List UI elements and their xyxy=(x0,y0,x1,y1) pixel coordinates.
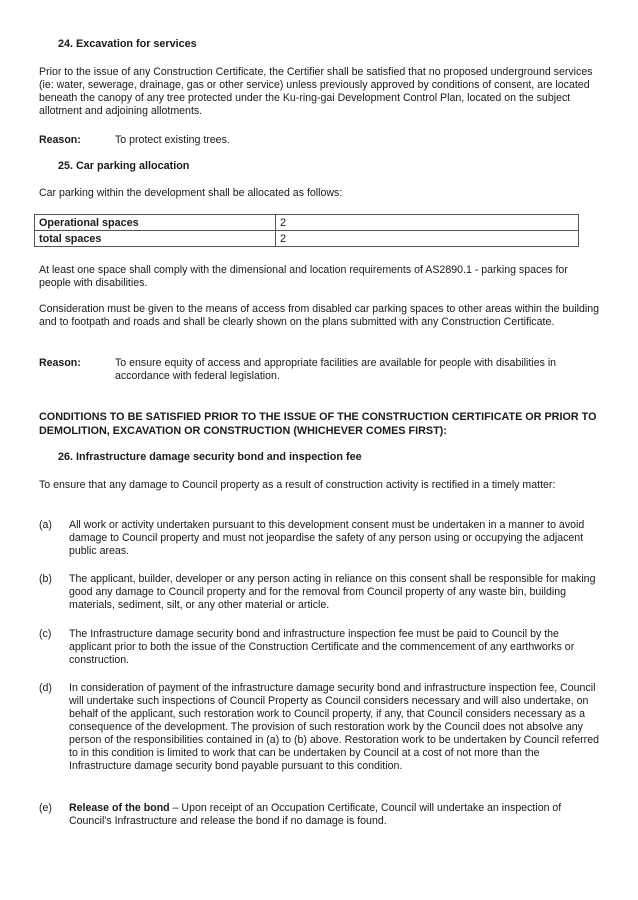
item-marker: (e) xyxy=(39,802,52,814)
item-marker: (a) xyxy=(39,519,52,531)
item-marker: (b) xyxy=(39,573,52,585)
item-text: The applicant, builder, developer or any person acting in reliance on this consent shall be responsible for making good any damage to Council property and for the removal from Council property of any waste bin, building materials, sediment, silt, or any other material or article. xyxy=(69,573,596,611)
section-24-heading: 24. Excavation for services xyxy=(58,38,197,50)
release-bond-text: – Upon receipt of an Occupation Certificate, Council will undertake an inspection of Council's Infrastructure and release the bond if no damage is found. xyxy=(69,802,562,827)
item-text xyxy=(69,802,599,828)
table-row xyxy=(35,215,579,231)
table-cell-value: 2 xyxy=(276,231,579,247)
reason-text: To protect existing trees. xyxy=(115,134,230,146)
item-text: In consideration of payment of the infrastructure damage security bond and infrastructure inspection fee, Council will undertake such inspections of Council Property as Council considers necessary and will also undertake, on behalf of the applicant, such restoration work to Council property, if any, that Council considers necessary as a consequence of the development. The provision of such restoration work by the Council does not absolve any person of the responsibilities contained in (a) to (b) above. Restoration work to be undertaken by Council referred to in this condition is limited to work that can be undertaken by Council at a cost of not more than the Infrastructure damage security bond payable pursuant to this condition. xyxy=(69,682,599,772)
release-bond-label: Release of the bond xyxy=(69,802,170,814)
item-text: The Infrastructure damage security bond and infrastructure inspection fee must be paid to Council by the applicant prior to both the issue of the Construction Certificate and the commencement of any earthworks or construction. xyxy=(69,628,575,666)
item-text: All work or activity undertaken pursuant to this development consent must be undertaken in a manner to avoid damage to Council property and must not jeopardise the safety of any person using or occupying the adjacent public areas. xyxy=(69,519,585,557)
reason-label: Reason: xyxy=(39,134,81,146)
parking-allocation-table xyxy=(34,214,579,247)
reason-label: Reason: xyxy=(39,357,81,369)
table-row xyxy=(35,231,579,247)
section-25-paragraph-1: At least one space shall comply with the dimensional and location requirements of AS2890.1 - parking spaces for people with disabilities. xyxy=(39,264,568,289)
section-26-heading: 26. Infrastructure damage security bond and inspection fee xyxy=(58,451,362,463)
table-cell-value: 2 xyxy=(276,215,579,231)
section-25-heading: 25. Car parking allocation xyxy=(58,160,190,172)
section-25-paragraph-2: Consideration must be given to the means of access from disabled car parking spaces to other areas within the building and to footpath and roads and shall be clearly shown on the plans submitted with any Construction Certificate. xyxy=(39,303,600,328)
item-marker: (d) xyxy=(39,682,52,694)
reason-text: To ensure equity of access and appropriate facilities are available for people with disabilities in accordance with federal legislation. xyxy=(115,357,557,382)
section-24-paragraph: Prior to the issue of any Construction Certificate, the Certifier shall be satisfied that no proposed underground services (ie: water, sewerage, drainage, gas or other service) unless previously approved by conditions of consent, are located beneath the canopy of any tree protected under the Ku-ring-gai Development Control Plan, located on the subject allotment and adjoining allotments. xyxy=(39,66,593,117)
table-cell-label: Operational spaces xyxy=(35,215,276,231)
section-26-intro: To ensure that any damage to Council property as a result of construction activity is rectified in a timely matter: xyxy=(39,479,556,491)
table-cell-label: total spaces xyxy=(35,231,276,247)
item-marker: (c) xyxy=(39,628,52,640)
conditions-heading: CONDITIONS TO BE SATISFIED PRIOR TO THE ISSUE OF THE CONSTRUCTION CERTIFICATE OR PRIOR TO DEMOLITION, EXCAVATION OR CONSTRUCTION (WHICHEVER COMES FIRST): xyxy=(39,411,597,437)
section-25-intro: Car parking within the development shall be allocated as follows: xyxy=(39,187,343,199)
